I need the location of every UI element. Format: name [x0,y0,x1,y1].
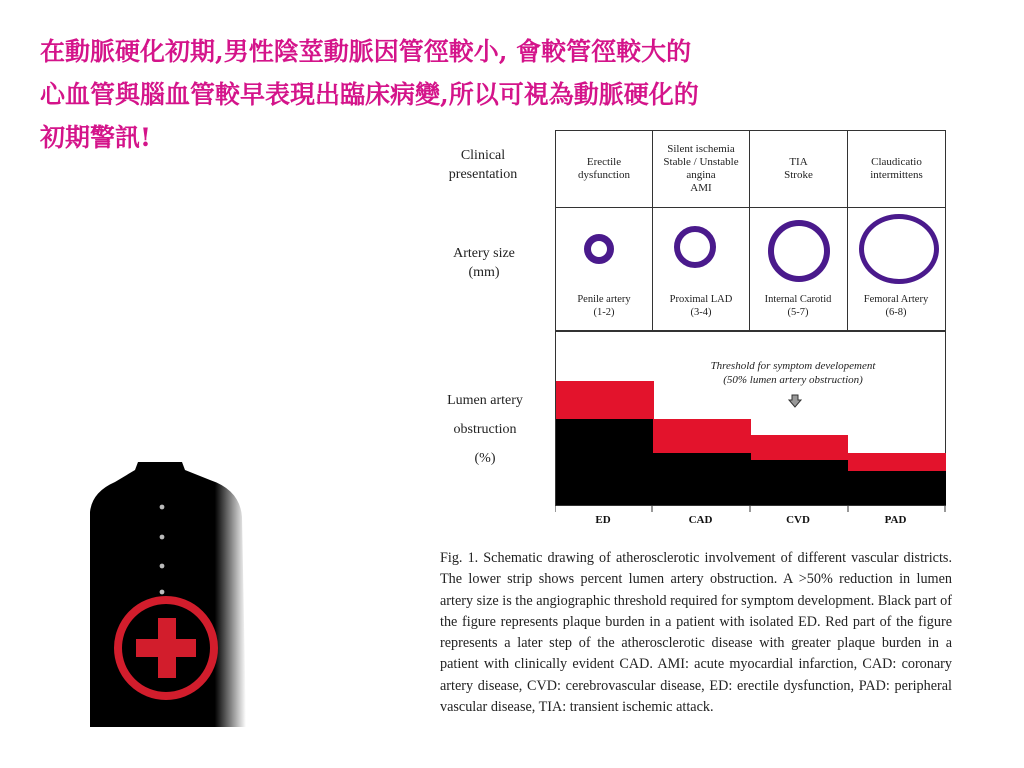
threshold-annotation: Threshold for symptom developement (50% lumen artery obstruction) [710,360,876,386]
bar-black-cvd [751,460,849,505]
x-label-pad: PAD [884,514,907,526]
clinical-cell-ed: Erectile dysfunction [555,130,653,208]
atherosclerosis-figure [438,126,958,536]
title-line-3: 初期警訊! [40,123,151,152]
x-axis-ticks [555,506,946,512]
title-line-2: 心血管與腦血管較早表現出臨床病變,所以可視為動脈硬化的 [40,80,699,109]
title-line-1: 在動脈硬化初期,男性陰莖動脈因管徑較小, 會較管徑較大的 [40,37,692,66]
bar-black-cad [653,453,751,505]
figure-caption: Fig. 1. Schematic drawing of atherosclerotic involvement of different vascular districts. The lower strip shows percent lumen artery obstruction. A >50% reduction in lumen artery size is the angiographic threshold required for symptom development. Black part of the figure represents plaque burden in a patient with isolated ED. Red part of the figure represents a later step of the atherosclerotic disease with greater plaque burden in a patient with clinically evident CAD. AMI: acute myocardial infarction, CAD: coronary artery disease, CVD: cerebrovascular disease, ED: erectile dysfunction, PAD: peripheral vascular disease, TIA: transient ischemic attack. [440,550,952,716]
clinical-cell-cad: Silent ischemia Stable / Unstable angina AMI [652,130,750,208]
artery-size-label-femoral: Femoral Artery (6-8) [863,294,929,318]
clinical-cell-pad: Claudicatio intermittens [847,130,946,208]
artery-ring-femoral [859,214,939,284]
x-label-cvd: CVD [786,514,810,526]
artery-ring-lad [674,226,716,268]
artery-size-label-lad: Proximal LAD (3-4) [669,294,733,318]
artery-ring-penile [584,234,614,264]
row-label-artery-size: Artery size (mm) [453,246,515,280]
x-label-cad: CAD [688,514,713,526]
bar-black-pad [848,471,946,505]
lumen-chart-box [555,330,946,506]
row-label-lumen: Lumen artery obstruction (%) [447,393,523,466]
row-label-clinical: Clinical presentation [448,148,518,182]
artery-size-label-carotid: Internal Carotid (5-7) [764,294,832,318]
threshold-arrow-icon [788,394,802,408]
artery-size-label-penile: Penile artery (1-2) [577,294,631,318]
artery-ring-carotid [768,220,830,282]
bar-black-ed [556,419,654,505]
doctor-silhouette-image [90,462,255,727]
x-label-ed: ED [595,514,611,526]
clinical-cell-cvd: TIA Stroke [749,130,848,208]
